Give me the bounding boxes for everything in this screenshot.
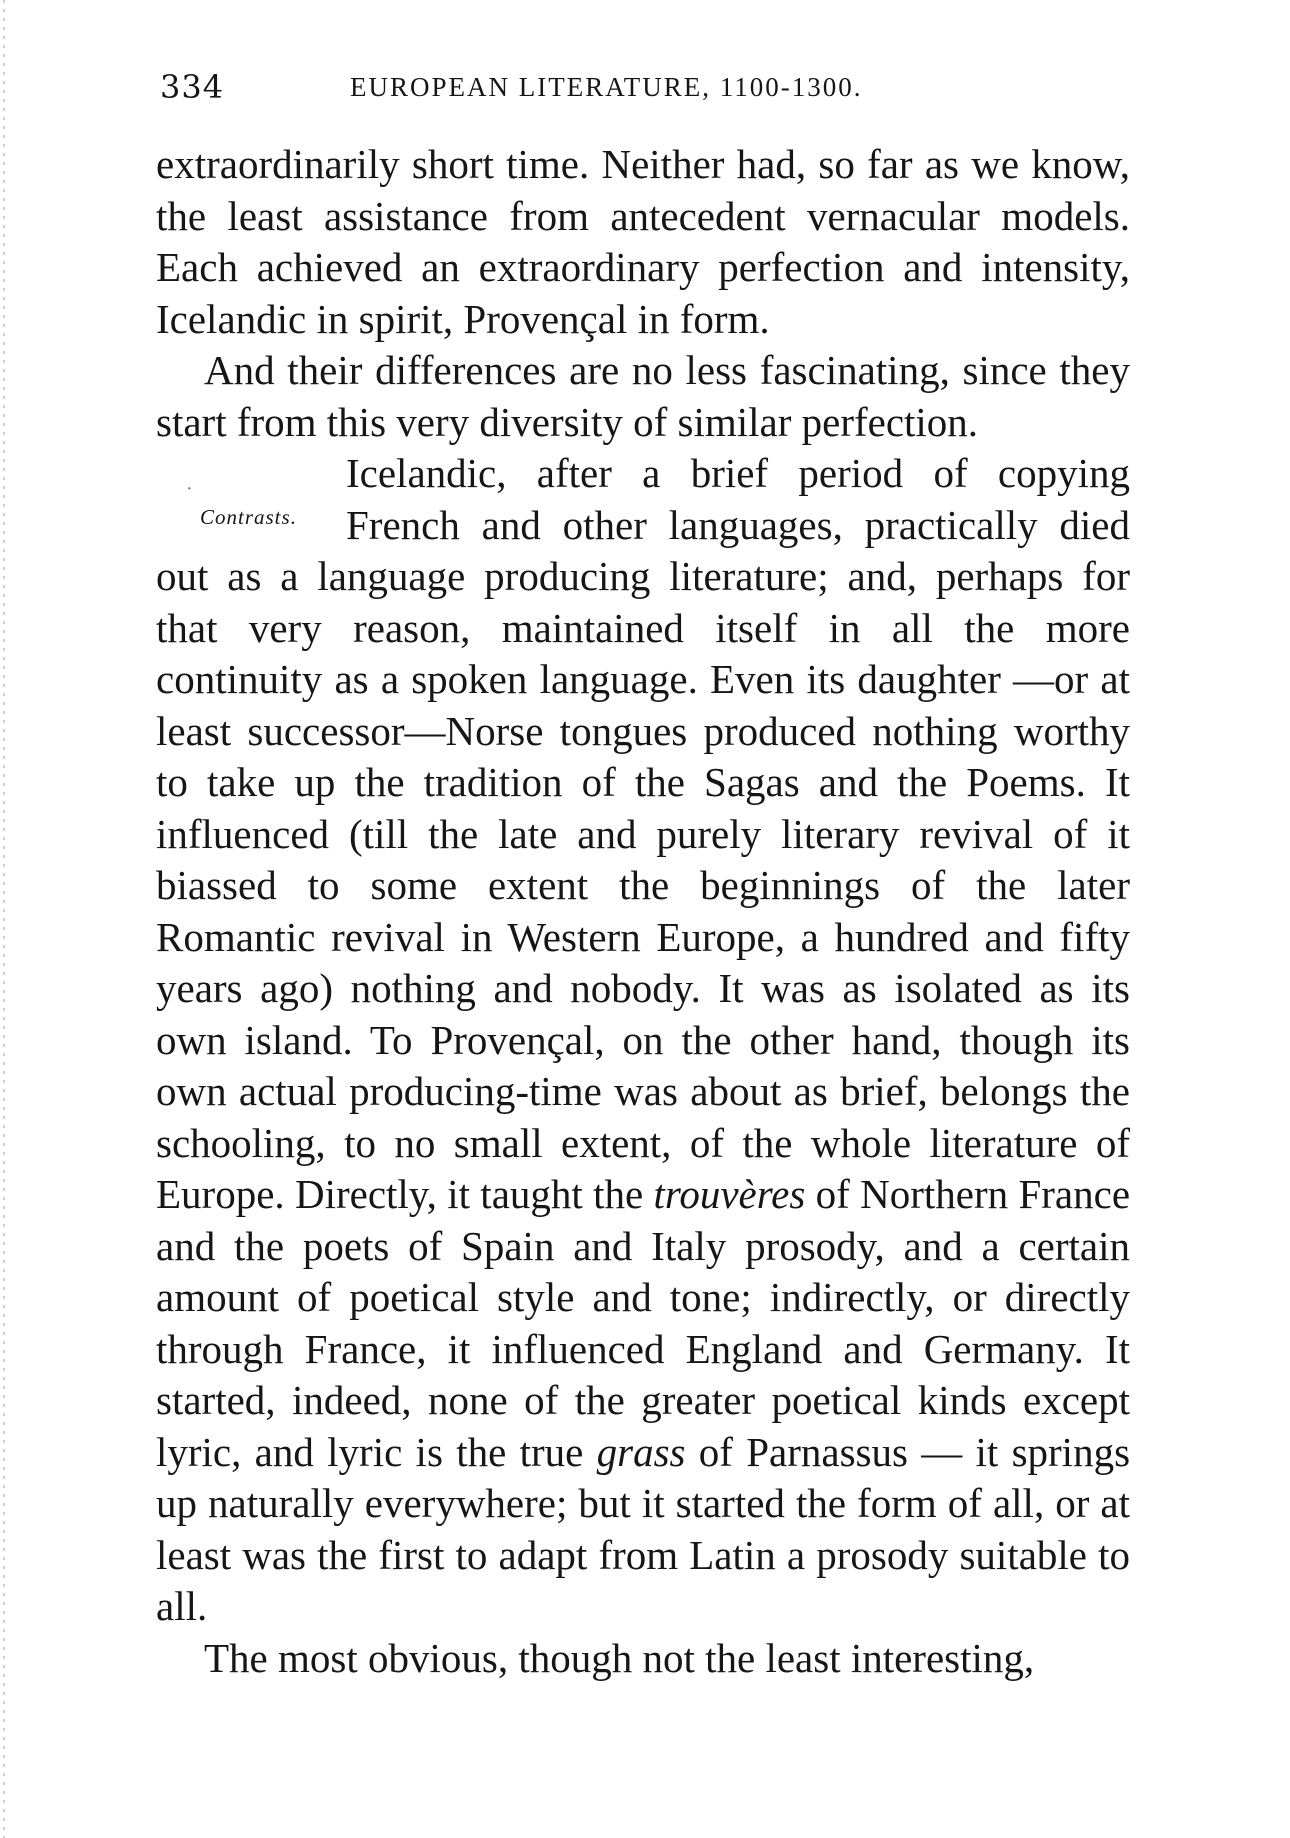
italic-trouveres: trouvères xyxy=(653,1171,806,1217)
italic-grass: grass xyxy=(596,1428,686,1475)
paragraph-4: The most obvious, though not the least interesting, xyxy=(204,1634,1035,1681)
paragraph-2: And their differences are no less fascinating, since they start from this very diversity of similar perfection. xyxy=(156,347,1130,445)
page-header xyxy=(160,58,1130,118)
paragraph-3-part-1: Icelandic, after a brief period of copying French and other languages, practically died out as a language producing literature; and, perhaps for that very reason, maintained itself in all the more continuity as a spoken language. Even its daughter —or at least successor—Norse tongues produced nothing worthy to take up the tradition of the Sagas and the Poems. It influenced (till the late and purely literary revival of it biassed to some extent the beginnings of the later Romantic revival in Western Europe, a hundred and fifty years ago) nothing and nobody. It was as isolated as its own island. To Provençal, on the other hand, though its own actual producing-time was about as brief, belongs the schooling, to no small extent, of the whole literature of Europe. Directly, it taught the xyxy=(156,450,1130,1217)
paragraph-3-part-3: of Parnassus — it springs up naturally everywhere; but it started the form of all, or at least was the first to adapt from Latin a prosody suitable to all. xyxy=(156,1428,1131,1629)
body-text xyxy=(156,139,1130,1684)
margin-note xyxy=(156,448,346,551)
page-number: 334 xyxy=(160,68,225,106)
margin-dot: · xyxy=(186,478,193,500)
paragraph-1: extraordinarily short time. Neither had, so far as we know, the least assistance from antecedent vernacular models. Each achieved an extraordinary perfection and intensity, Icelandic in spirit, Provençal in form. xyxy=(156,141,1130,342)
margin-note-label: Contrasts. xyxy=(200,505,297,529)
running-title: EUROPEAN LITERATURE, 1100-1300. xyxy=(350,72,863,102)
page-edge-gutter xyxy=(3,0,5,1838)
paragraph-3 xyxy=(156,448,1130,1633)
paragraph-3-part-2: of Northern France and the poets of Spain and Italy prosody, and a certain amount of poetical style and tone; indirectly, or directly through France, it influenced England and Germany. It started, indeed, none of the greater poetical kinds except lyric, and lyric is the true xyxy=(156,1171,1131,1475)
